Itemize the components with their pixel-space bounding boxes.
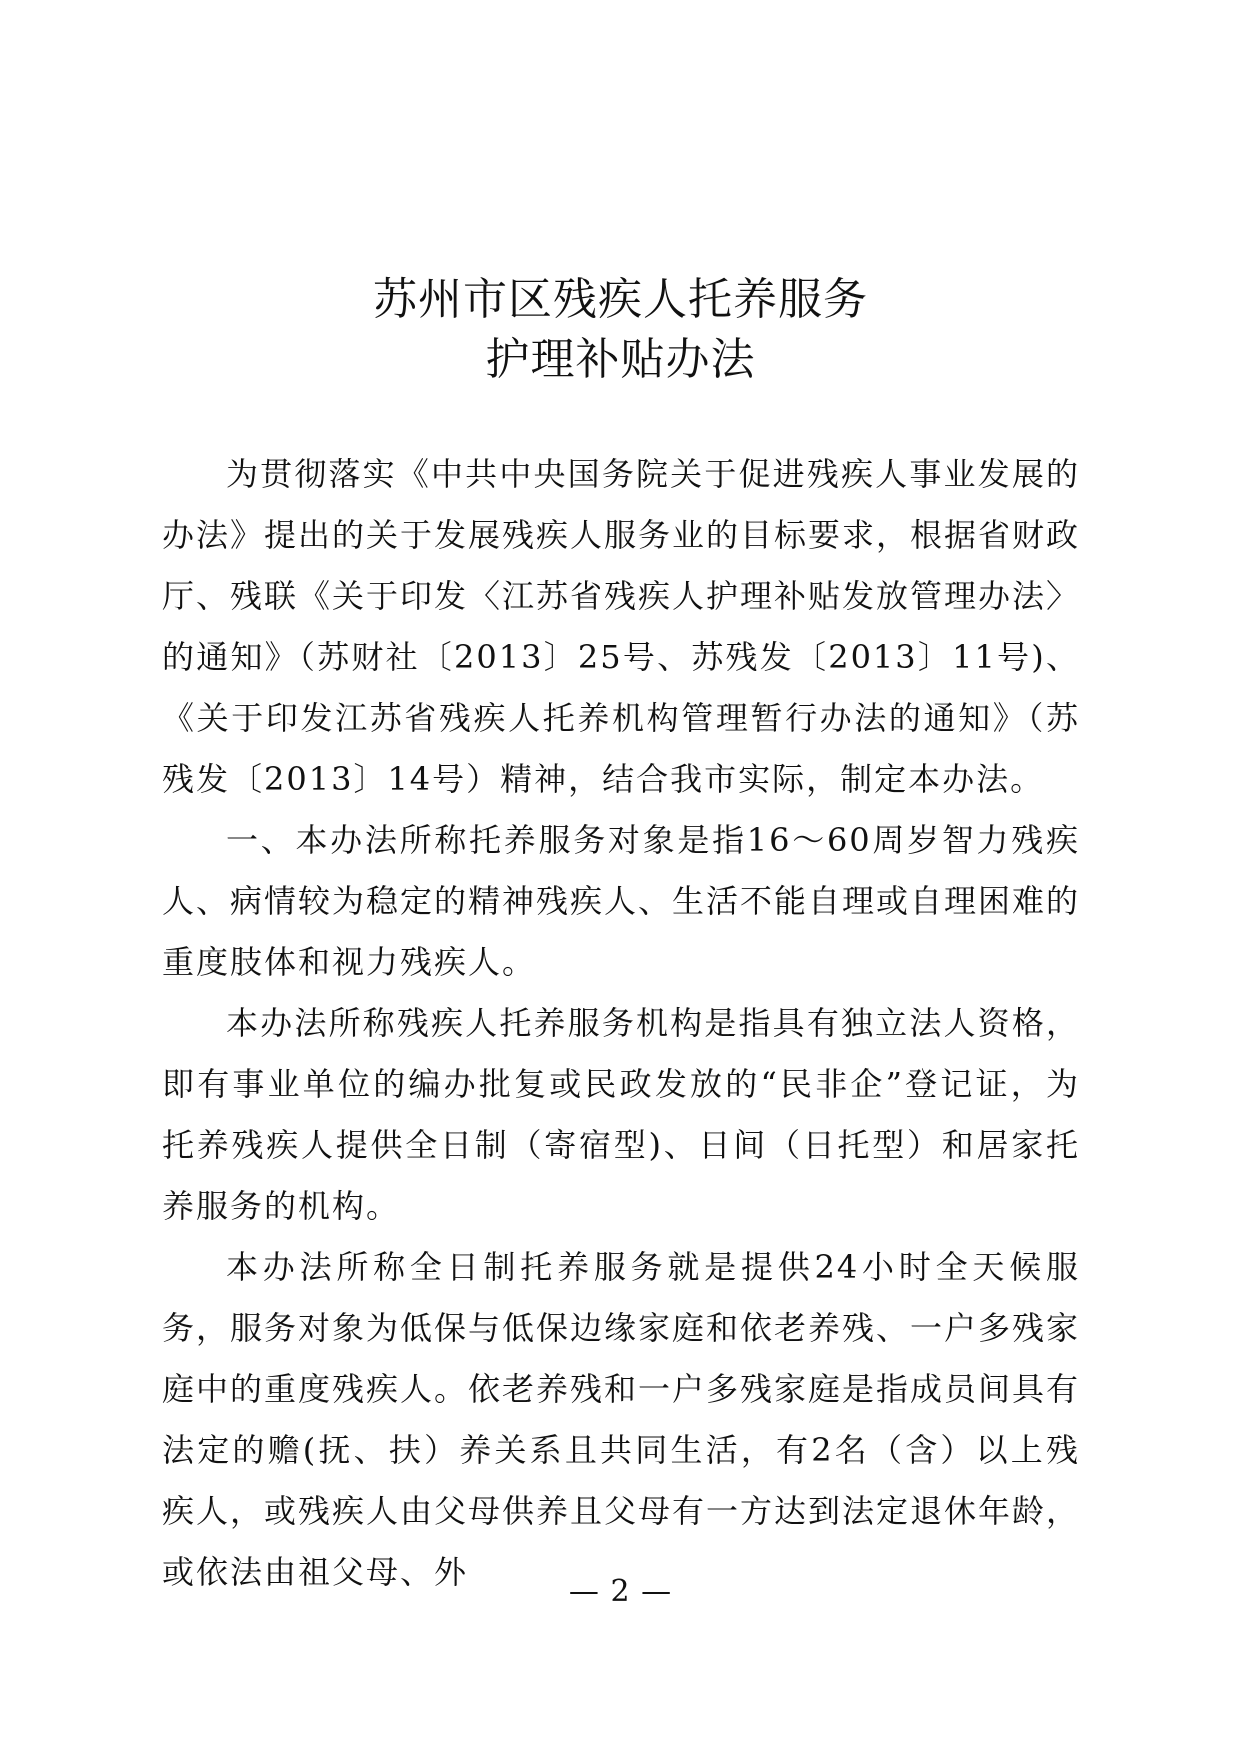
page-number: — 2 — <box>568 1574 673 1609</box>
paragraph-full-time-service: 本办法所称全日制托养服务就是提供24小时全天候服务，服务对象为低保与低保边缘家庭和依老养残、一户多残家庭中的重度残疾人。依老养残和一户多残家庭是指成员间具有法定的赡(抚、扶）养关系且共同生活，有2名（含）以上残疾人，或残疾人由父母供养且父母有一方达到法定退休年龄，或依法由祖父母、外 <box>162 1248 1081 1591</box>
paragraph-preamble: 为贯彻落实《中共中央国务院关于促进残疾人事业发展的办法》提出的关于发展残疾人服务业的目标要求，根据省财政厅、残联《关于印发〈江苏省残疾人护理补贴发放管理办法〉的通知》（苏财社〔2013〕25号、苏残发〔2013〕11号)、《关于印发江苏省残疾人托养机构管理暂行办法的通知》（苏残发〔2013〕14号）精神，结合我市实际，制定本办法。 <box>162 455 1081 798</box>
paragraph-article-1: 一、本办法所称托养服务对象是指16～60周岁智力残疾人、病情较为稳定的精神残疾人、生活不能自理或自理困难的重度肢体和视力残疾人。 <box>162 821 1081 981</box>
title-line-1: 苏州市区残疾人托养服务 <box>373 274 868 325</box>
document-title <box>0 270 1241 390</box>
paragraph-service-institution: 本办法所称残疾人托养服务机构是指具有独立法人资格，即有事业单位的编办批复或民政发放的“民非企”登记证，为托养残疾人提供全日制（寄宿型)、日间（日托型）和居家托养服务的机构。 <box>162 1004 1080 1225</box>
title-line-2: 护理补贴办法 <box>485 334 756 385</box>
document-body <box>162 444 1080 1603</box>
